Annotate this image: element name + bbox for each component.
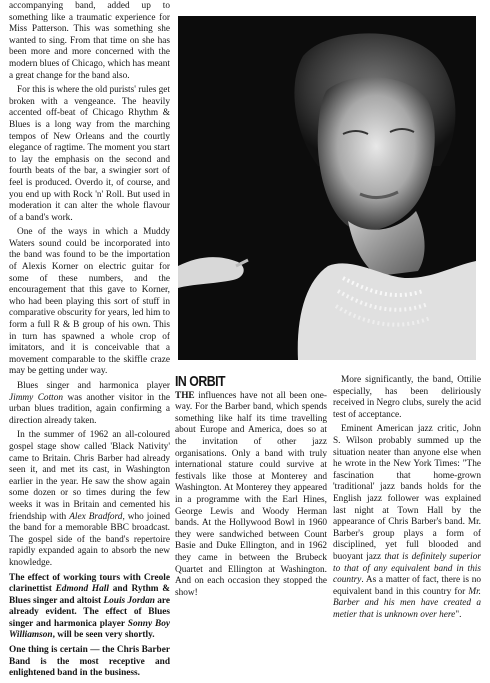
name-italic: Louis Jordan	[103, 595, 155, 606]
name-italic: Alex Bradford	[69, 511, 123, 522]
text-span: The effect of working tours with Creole clarinettist	[9, 572, 170, 595]
paragraph	[9, 381, 170, 427]
text-span: Eminent American jazz critic, John S. Wilson probably summed up the situation neater than anyone else when he wrote in the New York Times: "The fascination that home-grown 'traditional' jazz bands holds for the English jazz follower was explained last night at Town Hall by the appearance of Chris Barber's band. Mr. Barber's group plays a form of disciplined, yet full blooded and buoyant jazz	[333, 424, 481, 562]
right-article-column	[333, 375, 481, 624]
portrait-illustration	[178, 16, 476, 360]
name-italic: Edmond Hall	[55, 584, 109, 595]
text-span: In the summer of 1962 an all-coloured gospel stage show called 'Black Nativity' came to Britain. Chris Barber had already seen it, and met its cast, in Washington earlier in the year. He saw the show again some dozen or so times during the few weeks it was in Britain and cemented his friendship with	[9, 430, 170, 522]
paragraph: accompanying band, added up to something like a traumatic experience for Miss Patterson. This was something she wanted to sing. From that time on she has been more and more concerned with the modern blues of Chicago, which has meant a great change for the band also.	[9, 1, 170, 81]
text-span: Blues singer and harmonica player	[17, 381, 170, 391]
bold-paragraph: One thing is certain — the Chris Barber Band is the most receptive and enlightened band in the business.	[9, 645, 170, 679]
name-italic: Jimmy Cotton	[9, 392, 64, 403]
portrait-photo	[178, 16, 476, 360]
name-italic: Sonny Boy Williamson	[9, 618, 170, 641]
text-span: , will be seen very shortly.	[52, 630, 155, 641]
quote-italic: that is definitely superior to that of any equivalent band in this country	[333, 551, 481, 586]
text-span: influences have not all been one-way. For the Barber band, which spends something like half its time travelling about Europe and America, does so at the invitation of other jazz organisations. Only a band with truly international stature could survive at festivals like those at Monterey and Washington. At Monterey they appeared in a programme with the Earl Hines, George Lewis and Woody Herman bands. At the Hollywood Bowl in 1960 they were sandwiched between Count Basie and Duke Ellington, and in 1962 they came in between the Brubeck Quartet and Ellington at Washington. And on each occasion they stopped the show!	[175, 390, 327, 598]
bold-paragraph	[9, 573, 170, 643]
quote-italic: Mr. Barber and his men have created a metier that is unknown over here	[333, 586, 481, 620]
text-span: was another visitor in the urban blues tradition, again confirming a direction already taken.	[9, 392, 170, 426]
section-heading: IN ORBIT	[175, 373, 226, 390]
text-span: , who joined the band for a memorable BBC broadcast. The gospel side of the band's repertoire rapidly expanded again to absorb the new knowledge.	[9, 511, 170, 568]
text-span: and Rythm & Blues singer and altoist	[9, 584, 170, 606]
text-span: are already evident. The effect of Blues singer and harmonica player	[9, 595, 170, 629]
lead-word: THE	[175, 390, 195, 401]
paragraph	[175, 391, 327, 600]
in-orbit-column	[175, 375, 327, 602]
paragraph: One of the ways in which a Muddy Waters sound could be incorporated into the band was found to be the importation of Alexis Korner on electric guitar for some of these numbers, and the encouragement that this gave to Korner, who had been playing this sort of stuff in comparative obscurity for years, led him to form a full R & B group of his own. This in turn has spawned a whole crop of imitators, and it is conceivable that a movement comparable to the skiffle craze may be getting under way.	[9, 227, 170, 377]
paragraph	[9, 430, 170, 569]
paragraph: For this is where the old purists' rules get broken with a vengeance. The heavily accented off-beat of Chicago Rhythm & Blues is a long way from the marching tempos of New Orleans and the courtly elegance of ragtime. The moment you start to lay the emphasis on the second and fourth beats of the bar, a swingier sort of feel is produced. Overdo it, of course, and you end up with Rock 'n' Roll. But used in moderation it can alter the whole flavour of a band's work.	[9, 85, 170, 223]
text-span: . As a matter of fact, there is no equivalent band in this country for	[333, 575, 481, 597]
text-span: ".	[455, 609, 462, 620]
paragraph: More significantly, the band, Ottilie especially, has been deliriously received in Negro clubs, surely the acid test of acceptance.	[333, 375, 481, 420]
paragraph	[333, 424, 481, 621]
left-article-column	[9, 1, 170, 683]
